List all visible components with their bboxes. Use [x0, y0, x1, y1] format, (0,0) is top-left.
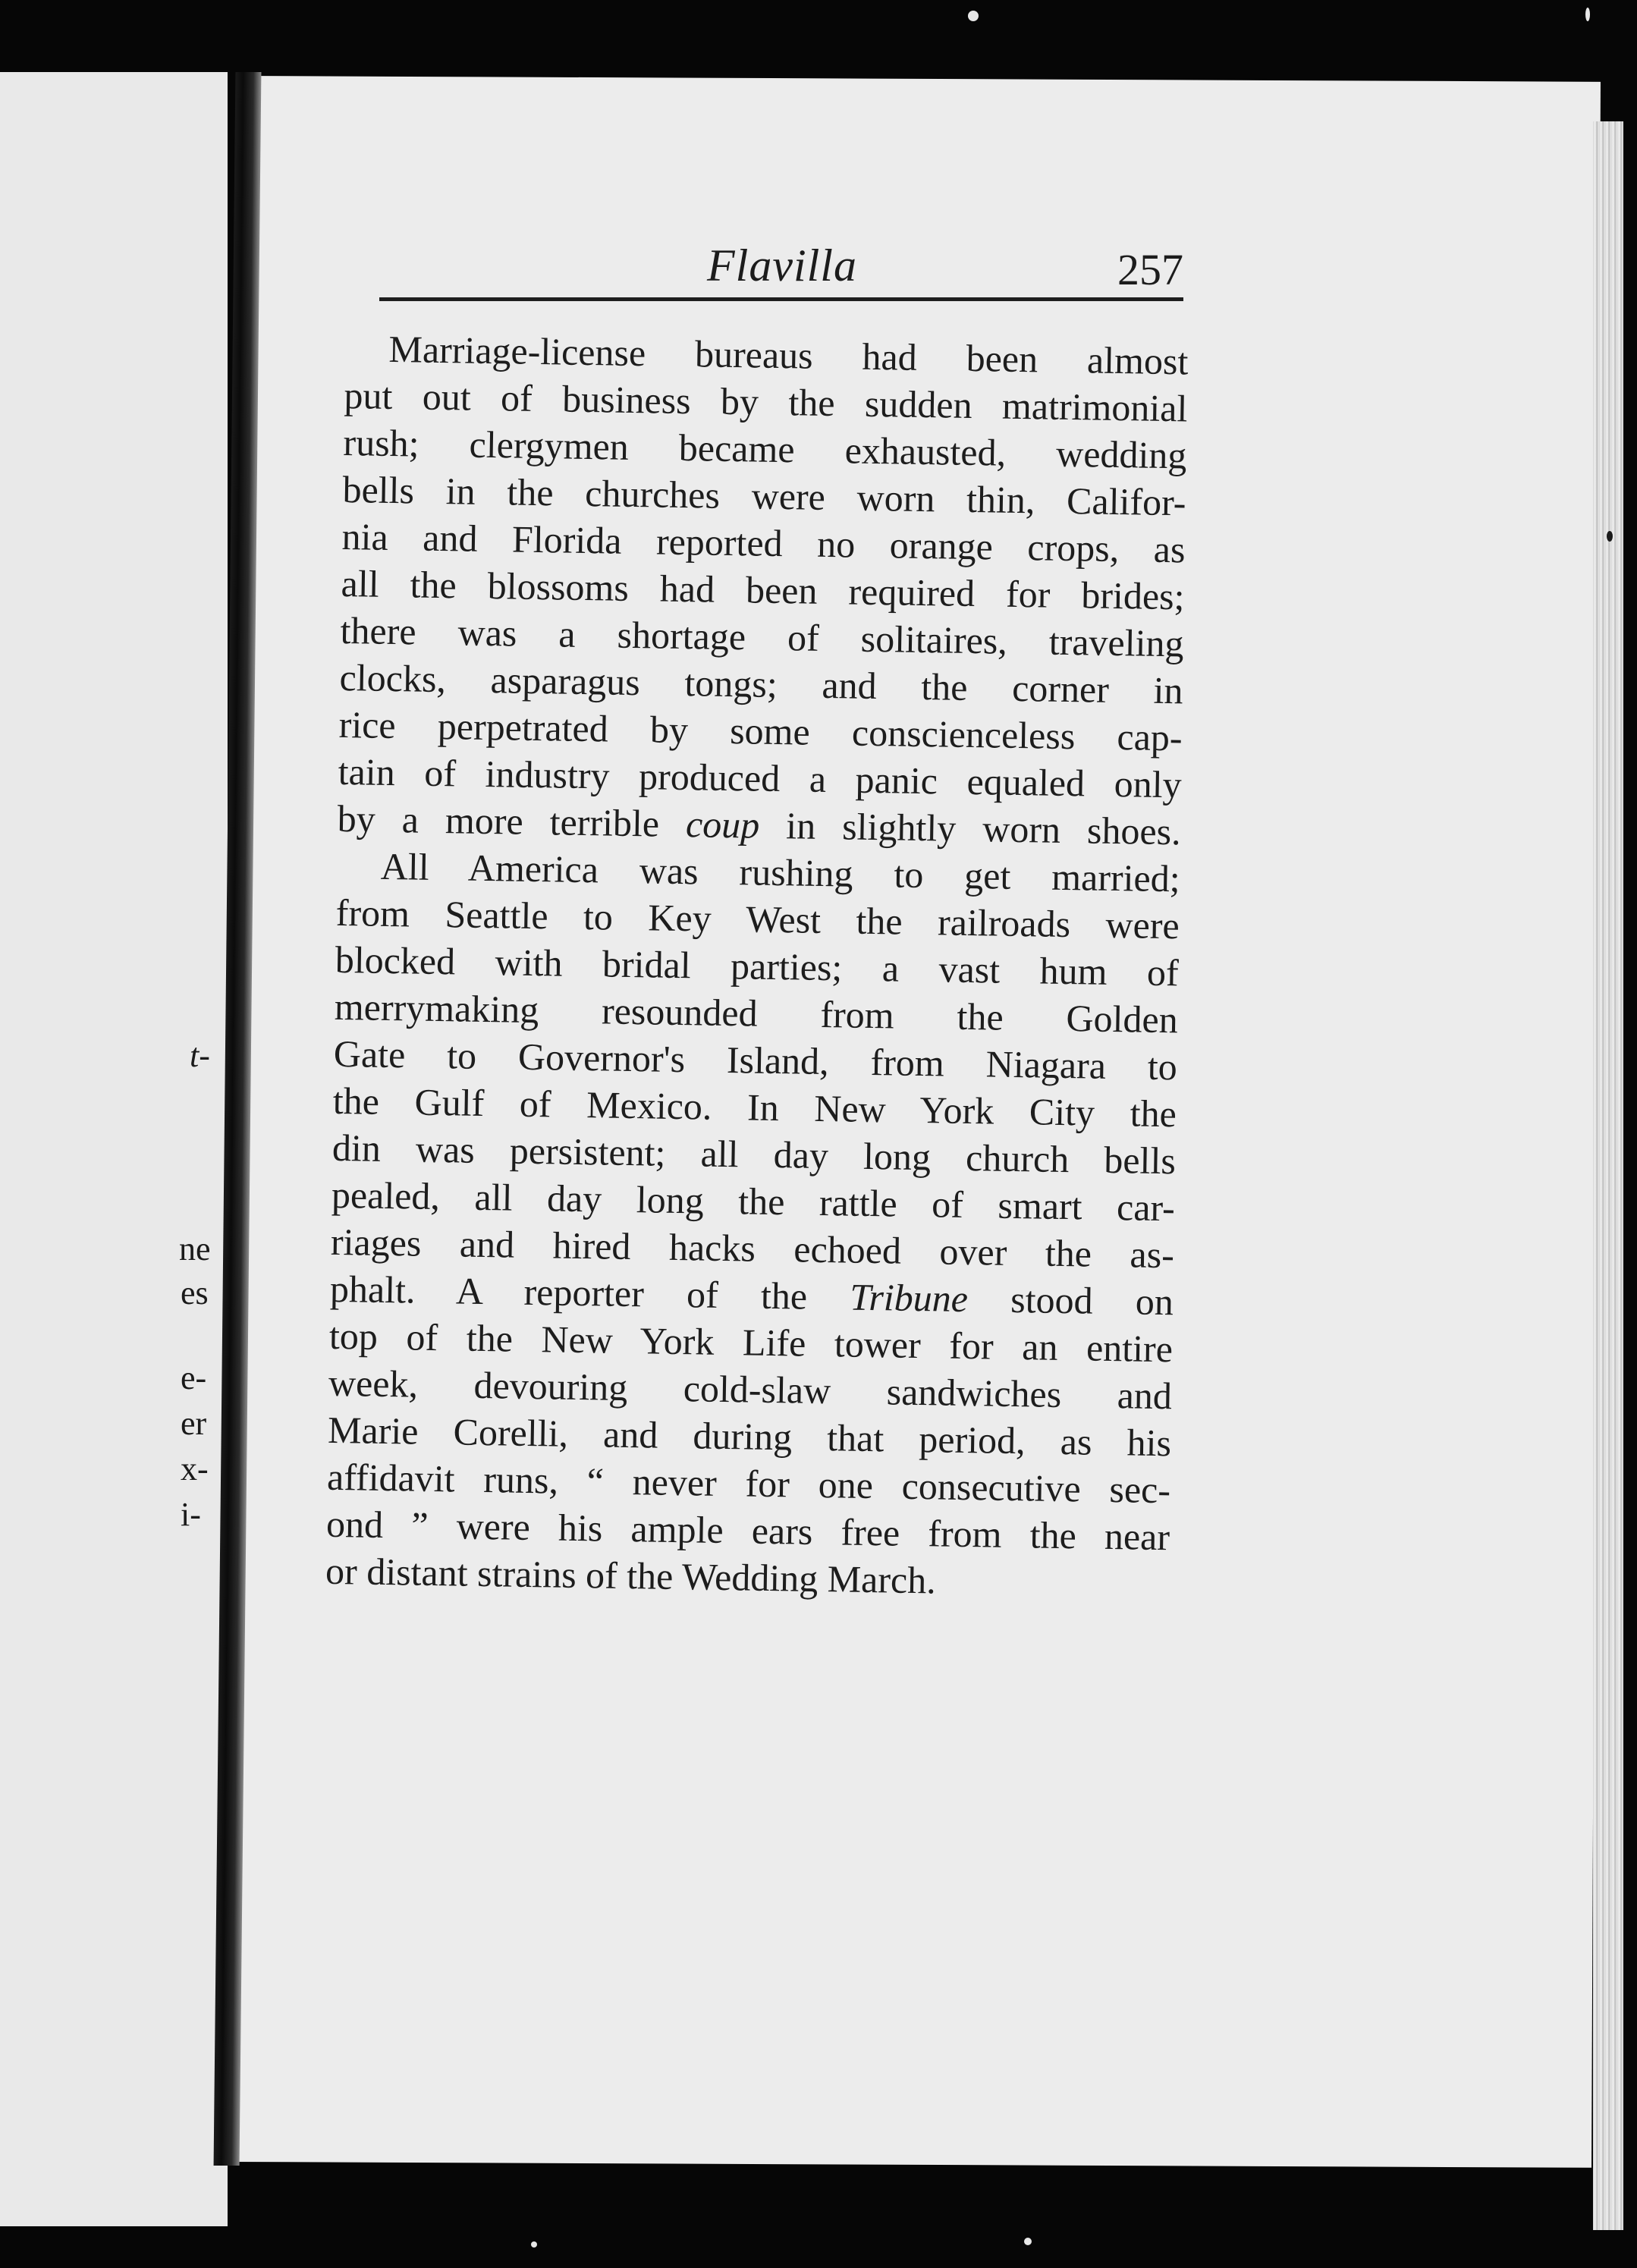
text-line: nia and Florida reported no orange crops, as	[341, 514, 1186, 571]
left-page-fragment: ne	[179, 1230, 211, 1268]
text-line: tain of industry produced a panic equaled only	[338, 749, 1183, 806]
text-segment: in slightly worn shoes.	[759, 803, 1182, 853]
left-page-fragment: x-	[181, 1450, 209, 1487]
left-page-fragment: t-	[190, 1037, 210, 1074]
text-line: pealed, all day long the rattle of smart car-	[331, 1173, 1176, 1230]
text-line: put out of business by the sudden matrimonial	[344, 373, 1188, 430]
text-line: Marie Corelli, and during that period, as his	[327, 1408, 1172, 1465]
page-number: 257	[1117, 245, 1183, 294]
text-line: riages and hired hacks echoed over the as-	[330, 1220, 1175, 1277]
text-line: week, devouring cold-slaw sandwiches and	[328, 1361, 1173, 1418]
text-line: blocked with bridal parties; a vast hum of	[335, 938, 1180, 994]
left-page-fragment: e-	[181, 1359, 207, 1396]
text-line: rice perpetrated by some conscienceless cap-	[338, 702, 1183, 759]
text-line: the Gulf of Mexico. In New York City the	[332, 1079, 1177, 1136]
text-line: din was persistent; all day long church bells	[331, 1126, 1177, 1183]
text-line: bells in the churches were worn thin, Califor-	[342, 467, 1186, 524]
running-head-title: Flavilla	[707, 240, 857, 291]
text-line: or distant strains of the Wedding March.	[325, 1549, 937, 1602]
text-line: All America was rushing to get married;	[380, 844, 1181, 900]
dust-speck	[531, 2241, 537, 2248]
italic-word: coup	[685, 803, 760, 847]
body-text	[325, 325, 1189, 1642]
left-page	[0, 72, 228, 2226]
dust-speck	[1607, 531, 1613, 542]
page-edge	[1593, 121, 1623, 2230]
running-head	[379, 240, 1183, 302]
left-page-fragment: i-	[181, 1496, 201, 1533]
dust-speck	[1585, 8, 1590, 21]
text-line: there was a shortage of solitaires, traveling	[340, 608, 1184, 665]
text-line: Marriage-license bureaus had been almost	[388, 327, 1189, 383]
text-segment: stood on	[967, 1277, 1174, 1324]
text-line: merrymaking resounded from the Golden	[334, 985, 1179, 1041]
text-line: clocks, asparagus tongs; and the corner in	[339, 655, 1183, 712]
dust-speck	[1024, 2238, 1032, 2245]
text-line: from Seattle to Key West the railroads were	[335, 891, 1180, 947]
dust-speck	[968, 11, 979, 21]
text-segment: phalt. A reporter of the	[329, 1267, 850, 1318]
text-segment: by a more terrible	[337, 796, 687, 846]
text-line: Gate to Governor's Island, from Niagara to	[333, 1032, 1178, 1088]
text-line: rush; clergymen became exhausted, wedding	[343, 420, 1187, 477]
text-line: ond ” were his ample ears free from the near	[325, 1502, 1170, 1559]
left-page-fragment: es	[181, 1274, 209, 1311]
left-page-fragment: er	[181, 1405, 207, 1442]
text-line: top of the New York Life tower for an entire	[328, 1314, 1174, 1371]
text-line: all the blossoms had been required for brides;	[341, 561, 1185, 618]
running-head-rule	[379, 297, 1183, 301]
italic-word: Tribune	[849, 1275, 969, 1321]
text-line: affidavit runs, “ never for one consecutive sec-	[326, 1455, 1171, 1512]
